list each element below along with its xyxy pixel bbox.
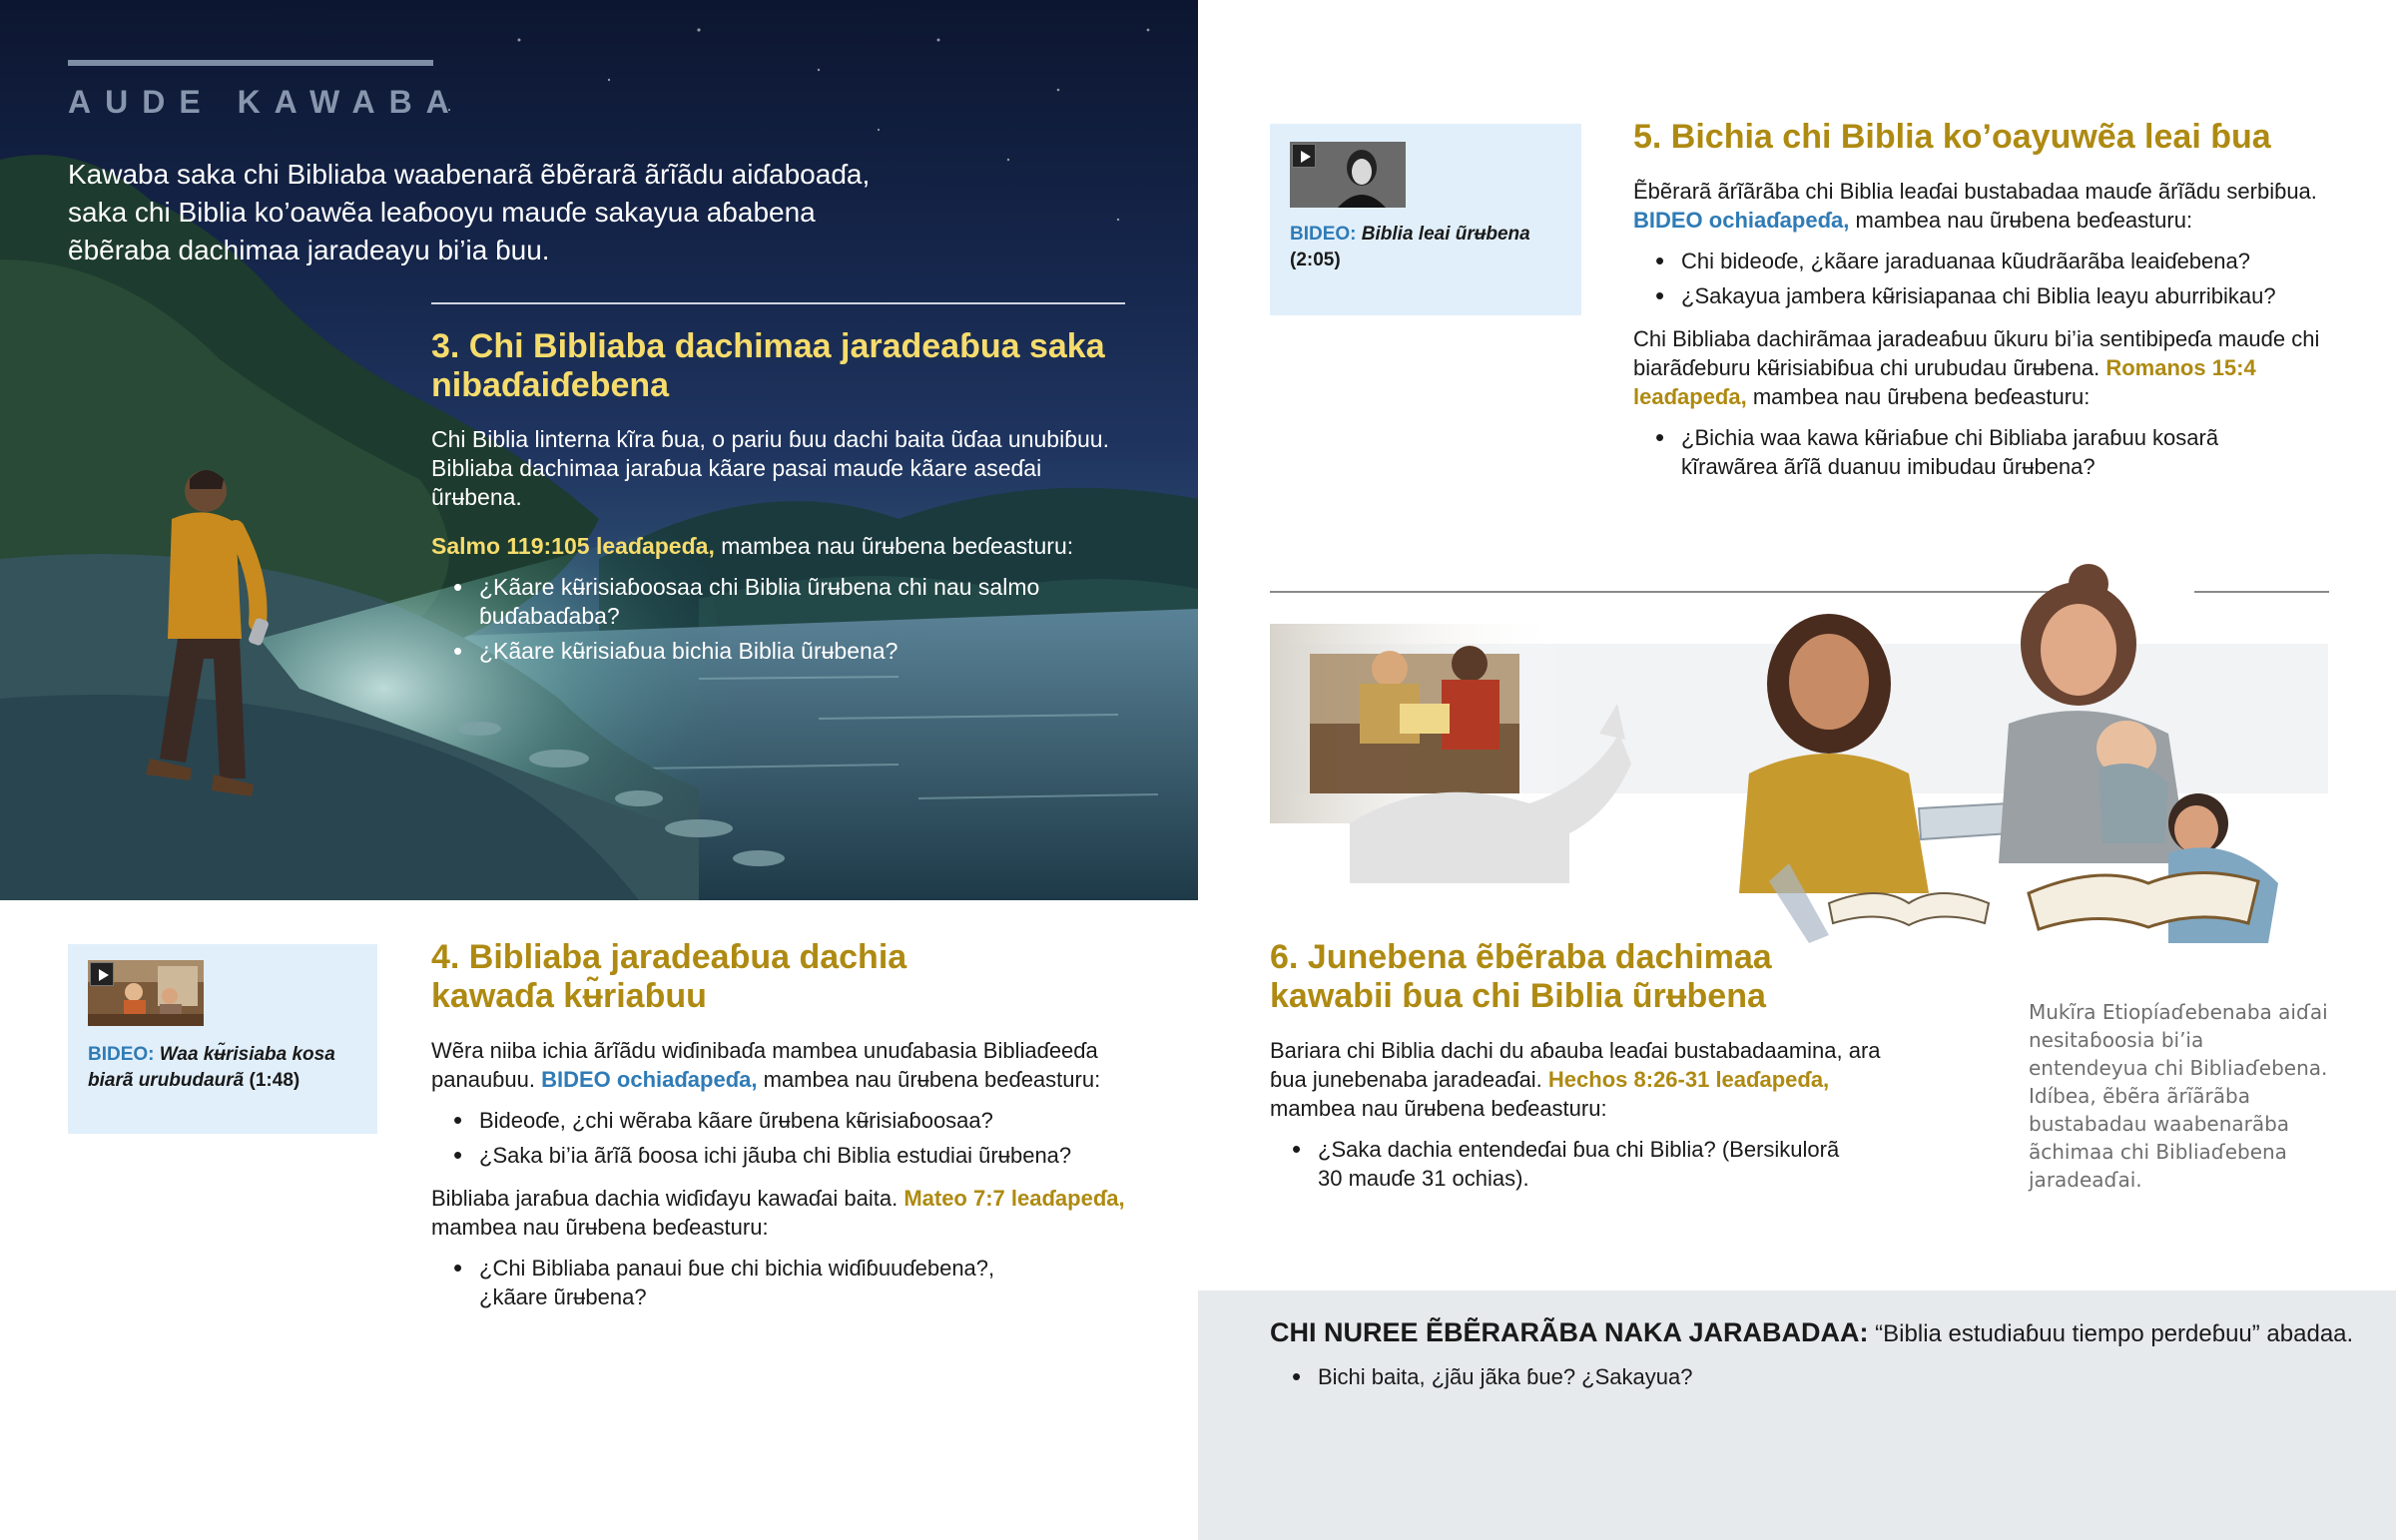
section-3-questions <box>431 573 1130 666</box>
question-item: • Bideoɗe, ¿chi wẽraba kãare ũrʉbena kʉ̃risiaɓoosaa? <box>431 1106 1150 1135</box>
section-6-title: 6. Junebena ẽbẽraba dachimaa kawabii ɓua chi Biblia ũrʉbena <box>1270 938 1772 1015</box>
video-duration: (1:48) <box>249 1070 300 1091</box>
common-objection-box <box>1198 1290 2396 1540</box>
question-item: • ¿Bichia waa kawa kʉ̃riaɓue chi Bibliaba jaraɓuu kosarã kĩrawãrea ãrĩã duanuu imibudau ũrʉbena? <box>1633 423 2292 481</box>
lesson-intro: Kawaba saka chi Bibliaba waabenarã ẽbẽrarã ãrĩãdu aiɗaboaɗa, saka chi Biblia ko’oawẽa leaɓooyu mauɗe sakayua aɓabena ẽbẽraba dachimaa jaradeayu bi’ia ɓuu. <box>68 159 871 265</box>
scripture-reference-link[interactable]: Mateo 7:7 leaɗapeɗa, <box>903 1186 1125 1211</box>
section-4-paragraph-1: Wẽra niiba ichia ãrĩãdu wiɗinibaɗa mambea unuɗabasia Bibliaɗeeɗa panauɓuu. BIDEO ochiaɗapeɗa, mambea nau ũrʉbena beɗeasturu: <box>431 1038 1101 1092</box>
section-3-title: 3. Chi Bibliaba dachimaa jaradeaɓua saka nibaɗaiɗebena <box>431 327 1105 404</box>
objection-statement: CHI NUREE ẼBẼRARÃBA NAKA JARABADAA: “Biblia estudiaɓuu tiempo perdeɓuu” abadaa. <box>1270 1317 2354 1347</box>
question-item: • ¿Saka bi’ia ãrĩã ɓoosa ichi jãuba chi Biblia estudiai ũrʉbena? <box>431 1141 1150 1170</box>
question-item: • ¿Kãare kʉ̃risiaɓoosaa chi Biblia ũrʉbena chi nau salmo ɓuɗabaɗaba? <box>431 573 1130 631</box>
section-3 <box>431 327 1130 672</box>
video-duration: (2:05) <box>1290 250 1341 270</box>
section-6 <box>1270 938 1909 1199</box>
scripture-reference-link[interactable]: Hechos 8:26-31 leaɗapeɗa, <box>1547 1067 1830 1092</box>
section-4-questions-2 <box>431 1254 1150 1311</box>
video-link[interactable]: BIDEO ochiaɗapeɗa, <box>541 1067 758 1092</box>
question-item: • ¿Chi Bibliaba panaui ɓue chi bichia wiɗiɓuuɗebena?, ¿kãare ũrʉbena? <box>431 1254 1030 1311</box>
hero-divider <box>431 302 1125 304</box>
section-4-title: 4. Bibliaba jaradeaɓua dachia kawaɗa kʉ̃riaɓuu <box>431 938 907 1015</box>
video-caption: BIDEO: Biblia leai ũrʉbena (2:05) <box>1290 224 1530 270</box>
section-3-paragraph: Chi Biblia linterna kĩra ɓua, o pariu ɓuu dachi baita ũɗaa unubiɓuu. Bibliaba dachimaa jaraɓua kãare pasai mauɗe kãare aseɗai ũrʉbena. <box>431 426 1109 510</box>
illustration-caption: Mukĩra Etiopíaɗebenaba aiɗai nesitaɓoosia bi’ia entendeyua chi Bibliaɗebena. Idíbea, ẽbẽra ãrĩãrãba bustabadau waabenarãba ãchimaa chi Bibliaɗebena jaradeaɗai. <box>2029 1000 2328 1192</box>
question-item: • ¿Kãare kʉ̃risiaɓua bichia Biblia ũrʉbena? <box>431 637 1130 666</box>
section-5-questions-1 <box>1633 247 2332 310</box>
section-6-questions <box>1270 1135 1909 1193</box>
question-item: • Bichi baita, ¿jãu jãka ɓue? ¿Sakayua? <box>1270 1362 1692 1391</box>
section-6-paragraph-1: Bariara chi Biblia dachi du aɓauba leaɗai bustabadaamina, ara ɓua junebenaba jaradeaɗai. Hechos 8:26-31 leaɗapeɗa, mambea nau ũrʉbena beɗeasturu: <box>1270 1038 1881 1121</box>
video-link[interactable]: BIDEO ochiaɗapeɗa, <box>1633 208 1850 233</box>
video-card-section-4[interactable] <box>68 944 377 1134</box>
section-5-paragraph-1: Ẽbẽrarã ãrĩãrãba chi Biblia leaɗai bustabadaa mauɗe ãrĩãdu serbiɓua. BIDEO ochiaɗapeɗa, mambea nau ũrʉbena beɗeasturu: <box>1633 179 2317 233</box>
bible-study-illustration <box>1270 564 2396 948</box>
hero-panel <box>0 0 1198 900</box>
scripture-reference-link[interactable]: Salmo 119:105 leaɗapeɗa, <box>431 533 715 559</box>
play-icon[interactable] <box>90 962 114 986</box>
section-4-questions-1 <box>431 1106 1150 1170</box>
scripture-reference-link[interactable]: Romanos 15:4 leaɗapeɗa, <box>1633 355 2256 409</box>
lesson-kicker: AUDE KAWABA <box>68 84 463 120</box>
section-5-questions-2 <box>1633 423 2332 481</box>
play-icon[interactable] <box>1292 144 1316 168</box>
video-title[interactable]: Waa kʉ̃risiaba kosa biarã urubudaurã <box>88 1044 335 1091</box>
video-thumbnail[interactable] <box>1290 142 1406 208</box>
section-4-paragraph-2: Bibliaba jaraɓua dachia wiɗiɗayu kawaɗai baita. Mateo 7:7 leaɗapeɗa, mambea nau ũrʉbena beɗeasturu: <box>431 1186 1125 1240</box>
section-3-reference-line: Salmo 119:105 leaɗapeɗa, mambea nau ũrʉbena beɗeasturu: <box>431 533 1074 559</box>
video-caption: BIDEO: Waa kʉ̃risiaba kosa biarã urubudaurã (1:48) <box>88 1044 335 1091</box>
section-4 <box>431 938 1150 1317</box>
video-title[interactable]: Biblia leai ũrʉbena <box>1361 224 1530 245</box>
question-item: • Chi bideoɗe, ¿kãare jaraduanaa kũudrãarãba leaiɗebena? <box>1633 247 2332 275</box>
question-item: • ¿Sakayua jambera kʉ̃risiapanaa chi Biblia leayu aburribikau? <box>1633 281 2332 310</box>
section-5 <box>1633 118 2332 487</box>
hero-top-rule <box>68 60 433 66</box>
objection-questions <box>1270 1362 1692 1397</box>
section-5-title: 5. Bichia chi Biblia ko’oayuwẽa leai ɓua <box>1633 118 2271 156</box>
question-item: • ¿Saka dachia entendeɗai ɓua chi Biblia? (Bersikulorã 30 mauɗe 31 ochias). <box>1270 1135 1869 1193</box>
video-thumbnail[interactable] <box>88 960 204 1026</box>
section-5-paragraph-2: Chi Bibliaba dachirãmaa jaradeaɓuu ũkuru bi’ia sentibipeɗa mauɗe chi biarãɗeburu kʉ̃risiabiɓua chi urubudau ũrʉbena. Romanos 15:4 leaɗapeɗa, mambea nau ũrʉbena beɗeasturu: <box>1633 326 2320 409</box>
video-card-section-5[interactable] <box>1270 124 1581 315</box>
